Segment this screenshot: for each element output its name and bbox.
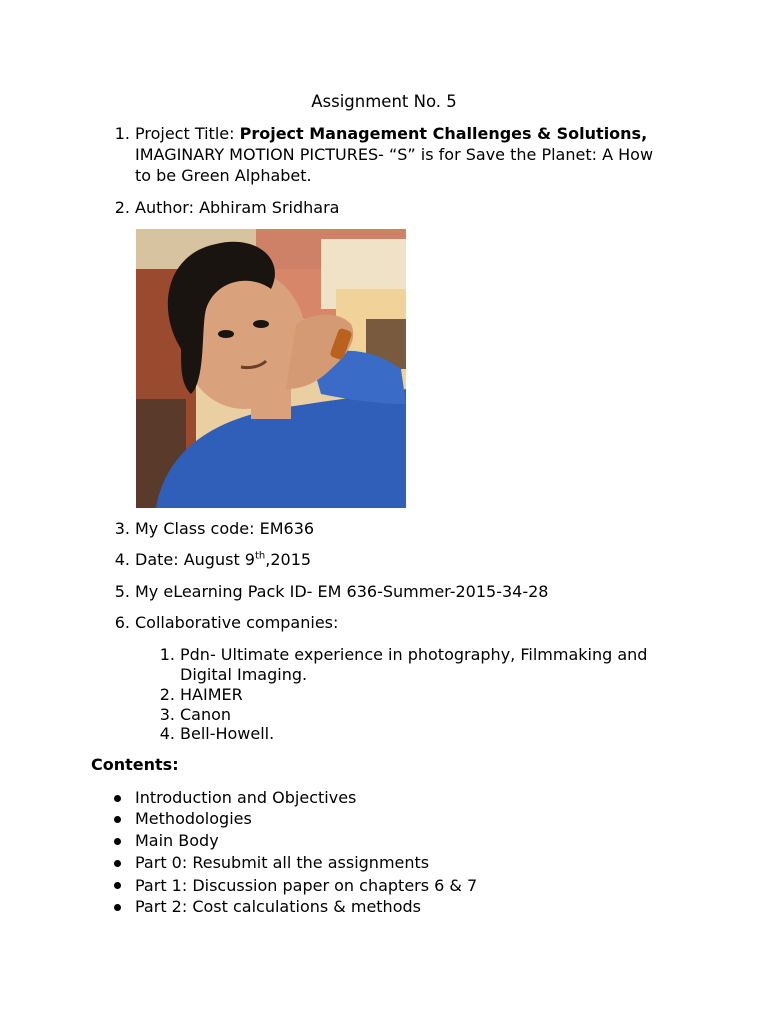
contents-item: Part 2: Cost calculations & methods <box>135 897 421 916</box>
list-number: 2. <box>114 198 130 217</box>
project-subtitle-line-2: to be Green Alphabet. <box>135 166 312 185</box>
company-item: Bell-Howell. <box>180 724 275 743</box>
company-item: Canon <box>180 705 232 724</box>
bullet-dot <box>114 860 121 867</box>
portrait-illustration <box>136 229 406 508</box>
date-suffix: ,2015 <box>265 550 312 569</box>
contents-heading: Contents: <box>91 755 179 774</box>
author-portrait-photo <box>136 229 406 508</box>
list-number: 3. <box>114 519 130 538</box>
bullet-dot <box>114 882 121 889</box>
class-code-line: My Class code: EM636 <box>135 519 315 538</box>
contents-item: Part 0: Resubmit all the assignments <box>135 853 430 872</box>
sublist-number: 4. <box>159 724 175 743</box>
contents-item: Part 1: Discussion paper on chapters 6 & 7 <box>135 876 478 895</box>
date-line <box>135 550 311 570</box>
company-item: HAIMER <box>180 685 243 704</box>
project-title-line <box>135 124 647 144</box>
bullet-dot <box>114 816 121 823</box>
page-title: Assignment No. 5 <box>311 92 457 111</box>
sublist-number: 2. <box>159 685 175 704</box>
list-number: 6. <box>114 613 130 632</box>
bullet-dot <box>114 838 121 845</box>
project-title-value: Project Management Challenges & Solutions, <box>239 124 648 143</box>
contents-item: Main Body <box>135 831 219 850</box>
company-item: Pdn- Ultimate experience in photography, Filmmaking and <box>180 645 648 664</box>
contents-item: Methodologies <box>135 809 252 828</box>
pack-id-line: My eLearning Pack ID- EM 636-Summer-2015-34-28 <box>135 582 549 601</box>
sublist-number: 3. <box>159 705 175 724</box>
list-number: 4. <box>114 550 130 569</box>
company-item-continuation: Digital Imaging. <box>180 665 308 684</box>
date-prefix: Date: August 9 <box>135 550 255 569</box>
date-superscript: th <box>254 550 266 562</box>
project-subtitle-line-1: IMAGINARY MOTION PICTURES- “S” is for Save the Planet: A How <box>135 145 654 164</box>
bullet-dot <box>114 904 121 911</box>
sublist-number: 1. <box>159 645 175 664</box>
author-line: Author: Abhiram Sridhara <box>135 198 340 217</box>
list-number: 1. <box>114 124 130 143</box>
list-number: 5. <box>114 582 130 601</box>
bullet-dot <box>114 795 121 802</box>
contents-item: Introduction and Objectives <box>135 788 357 807</box>
collab-label: Collaborative companies: <box>135 613 339 632</box>
project-title-label: Project Title: <box>135 124 240 143</box>
